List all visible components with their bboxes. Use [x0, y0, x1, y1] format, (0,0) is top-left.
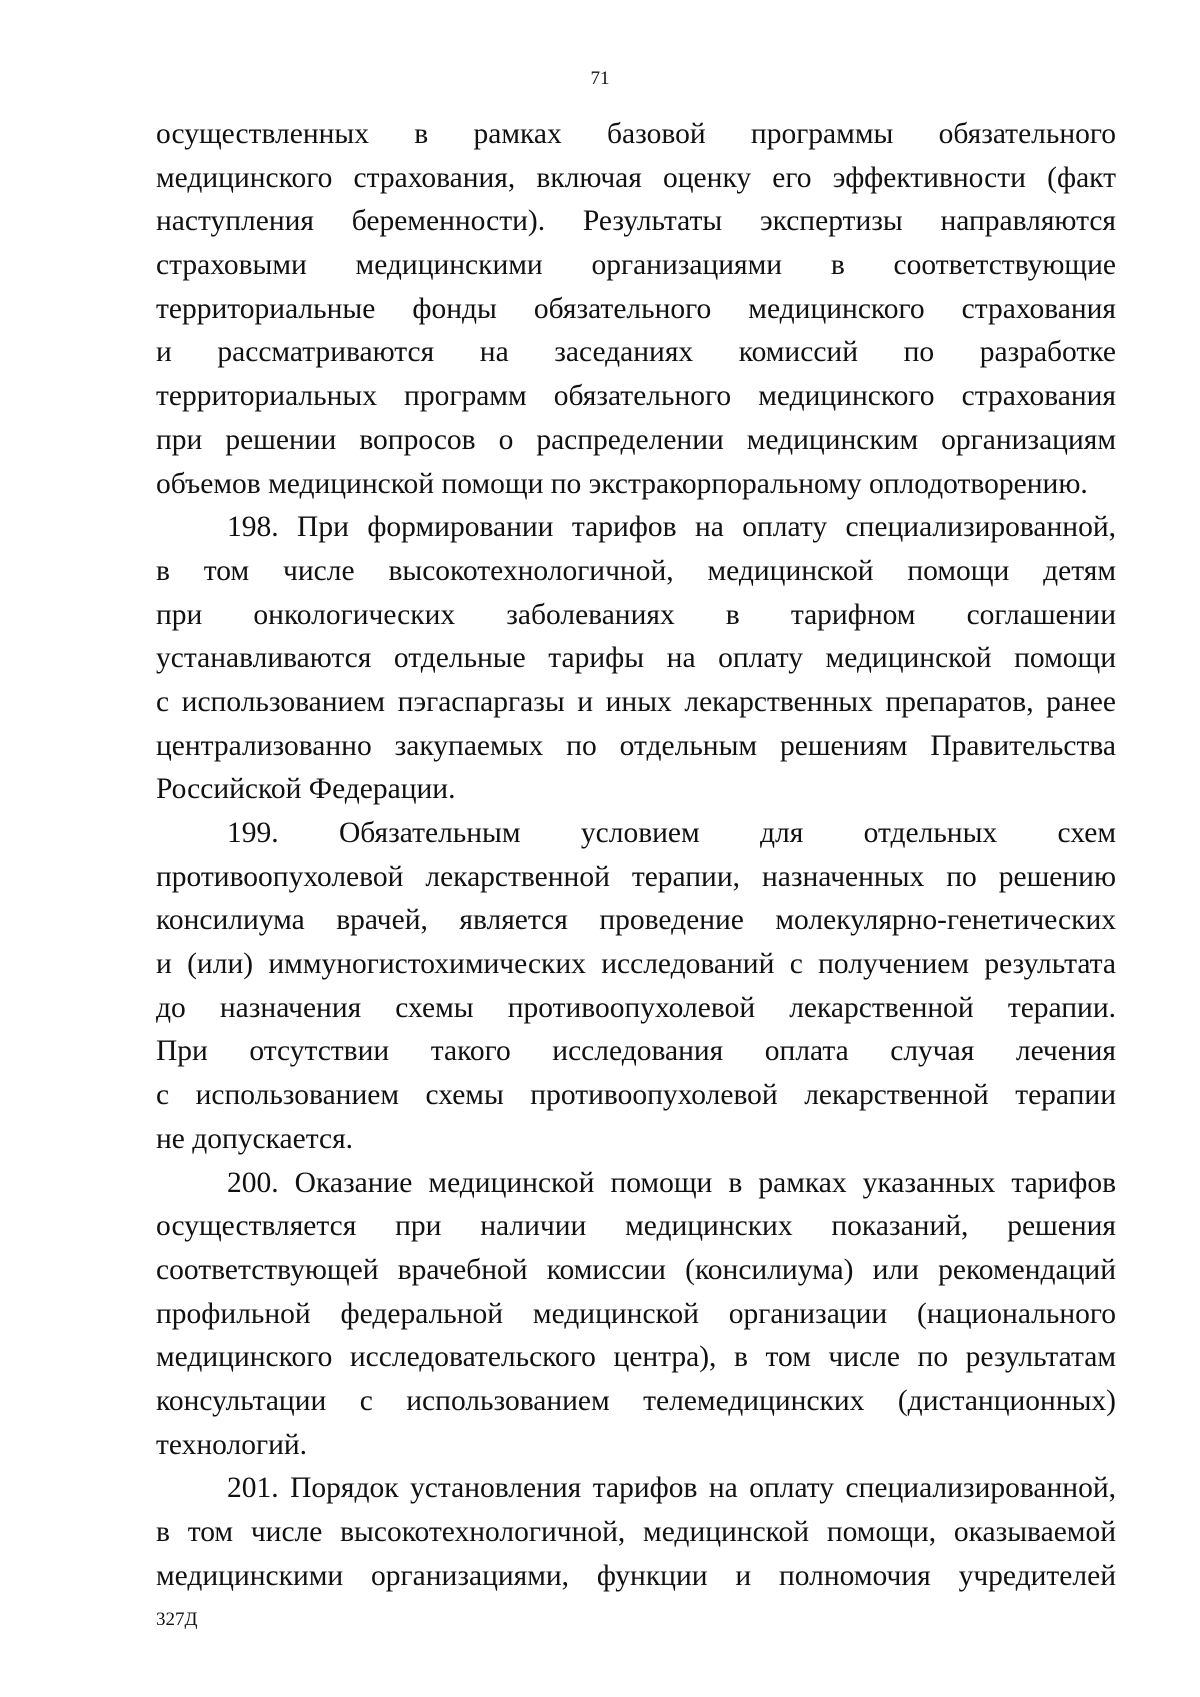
text-line: осуществленных в рамках базовой программы обязательного	[156, 118, 1116, 150]
text-line: с использованием пэгаспаргазы и иных лекарственных препаратов, ранее	[156, 685, 1116, 718]
text-line: территориальных программ обязательного медицинского страхования	[156, 380, 1116, 413]
text-line: технологий.	[156, 1428, 308, 1461]
text-line: при онкологических заболеваниях в тарифном соглашении	[156, 598, 1116, 631]
text-line: с использованием схемы противоопухолевой лекарственной терапии	[156, 1079, 1116, 1112]
page-number: 71	[590, 68, 610, 89]
text-line: страховыми медицинскими организациями в соответствующие	[156, 249, 1116, 282]
text-line: до назначения схемы противоопухолевой лекарственной терапии.	[156, 991, 1116, 1024]
text-line: Российской Федерации.	[156, 773, 456, 806]
text-line: централизованно закупаемых по отдельным решениям Правительства	[156, 729, 1116, 762]
text-line: объемов медицинской помощи по экстракорпоральному оплодотворению.	[156, 467, 1088, 500]
paragraph-199-start: 199. Обязательным условием для отдельных схем	[227, 817, 1116, 849]
text-line: консилиума врачей, является проведение молекулярно-генетических	[156, 904, 1116, 937]
text-line: в том числе высокотехнологичной, медицинской помощи детям	[156, 554, 1116, 587]
text-line: медицинскими организациями, функции и полномочия учредителей	[156, 1559, 1116, 1592]
text-line: медицинского страхования, включая оценку его эффективности (факт	[156, 161, 1116, 194]
text-line: осуществляется при наличии медицинских показаний, решения	[156, 1210, 1116, 1243]
text-line: При отсутствии такого исследования оплата случая лечения	[156, 1035, 1116, 1068]
paragraph-198-start: 198. При формировании тарифов на оплату специализированной,	[227, 511, 1116, 544]
document-body	[156, 113, 1116, 1598]
text-line: соответствующей врачебной комиссии (консилиума) или рекомендаций	[156, 1253, 1116, 1286]
text-line: наступления беременности). Результаты экспертизы направляются	[156, 205, 1116, 238]
paragraph-200-start: 200. Оказание медицинской помощи в рамках указанных тарифов	[227, 1166, 1116, 1199]
text-line: и рассматриваются на заседаниях комиссий по разработке	[156, 336, 1116, 369]
text-line: консультации с использованием телемедицинских (дистанционных)	[156, 1384, 1116, 1417]
text-line: не допускается.	[156, 1122, 354, 1155]
text-line: территориальные фонды обязательного медицинского страхования	[156, 292, 1116, 325]
text-line: и (или) иммуногистохимических исследований с получением результата	[156, 948, 1116, 981]
text-line: в том числе высокотехнологичной, медицинской помощи, оказываемой	[156, 1516, 1116, 1548]
text-line: профильной федеральной медицинской организации (национального	[156, 1297, 1116, 1330]
text-line: медицинского исследовательского центра), в том числе по результатам	[156, 1341, 1116, 1374]
text-line: при решении вопросов о распределении медицинским организациям	[156, 423, 1116, 456]
text-line: противоопухолевой лекарственной терапии, назначенных по решению	[156, 860, 1116, 893]
document-code: 327Д	[156, 1609, 198, 1630]
text-line: устанавливаются отдельные тарифы на оплату медицинской помощи	[156, 642, 1116, 675]
paragraph-201-start: 201. Порядок установления тарифов на оплату специализированной,	[227, 1472, 1116, 1505]
